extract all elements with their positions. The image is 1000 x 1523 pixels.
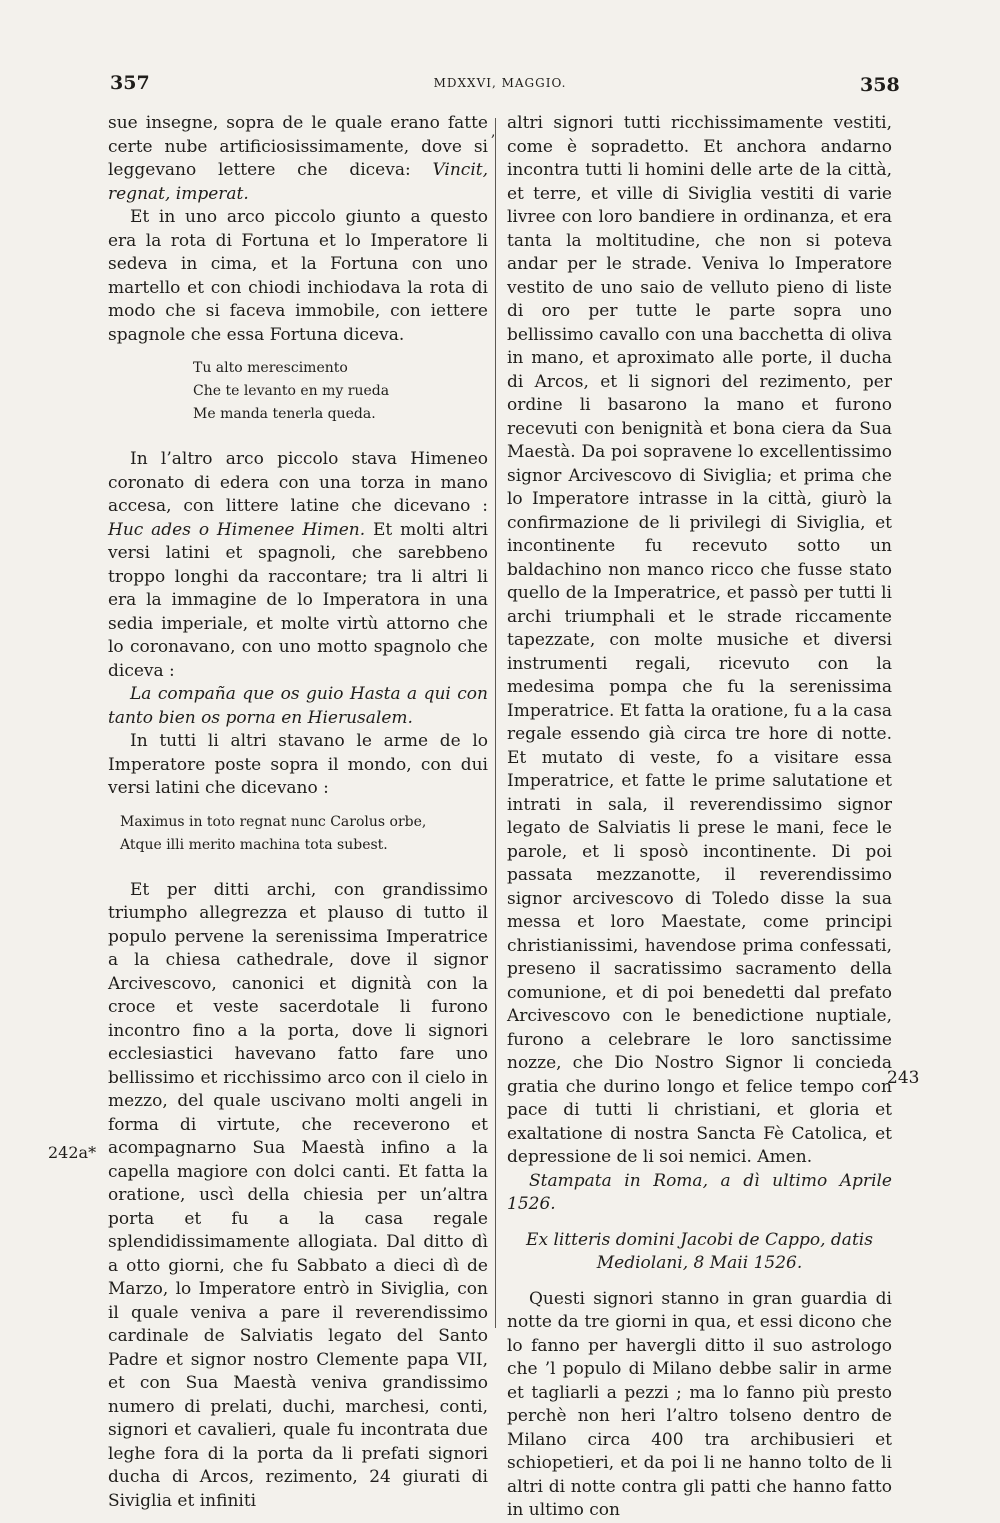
verse-line: Atque illi merito machina tota subest. [120,836,388,853]
left-column [108,112,488,1513]
margin-note-right: 243 [887,1068,920,1088]
paragraph: Et in uno arco piccolo giunto a questo era la rota di Fortuna et lo Imperatore li sedeva in cima, et la Fortuna con uno martello et con chiodi inchiodava la rota di modo che si faceva immobile, con iettere spagnole che essa Fortuna diceva. [108,207,488,345]
paragraph-text: sue insegne, sopra de le quale erano fatte certe nube artificiosissimamente, dove si leggevano lettere che diceva: [108,113,488,180]
verse-line: Me manda tenerla queda. [193,406,376,422]
page-number-right: 358 [860,74,900,96]
paragraph: In tutti li altri stavano le arme de lo Imperatore poste sopra il mondo, con dui versi latini che dicevano : [108,731,488,798]
divider-comma-mark: , [491,124,496,140]
italic-inscription: Vincit, regnat, imperat. [108,160,488,204]
paragraph-text: In l’altro arco piccolo stava Himeneo coronato di edera con una torza in mano accesa, con littere latine che dicevano : [108,449,488,516]
verse-line: Tu alto merescimento [193,360,348,376]
paragraph: altri signori tutti ricchissimamente vestiti, come è sopradetto. Et anchora andarno incontra tutti li homini delle arte de la città, et terre, et ville di Siviglia vestiti di varie livree con loro bandiere in ordinanza, et era tanta la moltitudine, che non si poteva andar per le strade. Veniva lo Imperatore vestito de uno saio de velluto pieno di liste di oro per tutte le parte sopra uno bellissimo cavallo con una bacchetta di oliva in mano, et aproximato alle porte, il ducha di Arcos, et li signori del rezimento, per ordine li basarono la mano et furono recevuti con benignità et bona ciera da Sua Maestà. Da poi sopravene lo excellentissimo signor Arcivescovo di Siviglia; et prima che lo Imperatore intrasse in la città, giurò la confirmazione de li privilegi di Siviglia, et incontinente fu recevuto sotto un baldachino non manco ricco che fusse stato quello de la Imperatrice, et passò per tutti li archi triumphali et le strade riccamente tapezzate, con molte musiche et diversi instrumenti regali, ricevuto con la medesima pompa che fu la serenissima Imperatrice. Et fatta la oratione, fu a la casa regale essendo già circa tre hore di notte. Et mutato di veste, fo a visitare essa Imperatrice, et fatte le prime salutatione et intrati in sala, il reverendissimo signor legato de Salviatis li prese le mani, fece le parole, et li sposò incontinente. Di poi passata mezzanotte, il reverendissimo signor arcivescovo di Toledo disse la sua messa et loro Maestate, come principi christianissimi, havendose prima confessati, preseno il sacratissimo sacramento della comunione, et di poi benedetti dal prefato Arcivescovo con le benedictione nuptiale, furono a celebrare le loro sanctissime nozze, che Dio Nostro Signor li concieda gratia che durino longo et felice tempo con pace di tutti li christiani, et gloria et exaltatione di nostra Sancta Fè Catolica, et depressione de li soi nemici. Amen. [507,113,892,1167]
colophon: Stampata in Roma, a dì ultimo Aprile 1526. [507,1170,892,1214]
page-number-left: 357 [110,72,150,94]
spanish-verse [108,357,488,426]
margin-note-left: 242a* [48,1143,97,1162]
spanish-motto: La compaña que os guio Hasta a qui con tanto bien os porna en Hierusalem. [108,684,488,728]
right-column [507,112,892,1523]
verse-line: Che te levanto en my rueda [193,383,390,399]
column-divider [495,118,496,1328]
page-header [0,72,1000,102]
paragraph [108,448,488,683]
italic-inscription: Huc ades o Himenee Himen. [108,519,366,540]
paragraph [108,112,488,206]
paragraph: Questi signori stanno in gran guardia di notte da tre giorni in qua, et essi dicono che lo fanno per havergli ditto il suo astrologo che ’l populo di Milano debbe salir in arme et tagliarli a pezzi ; ma lo fanno più presto perchè non heri l’altro tolseno dentro de Milano circa 400 tra archibusieri et schiopetieri, et da poi li ne hanno tolto de li altri di notte contra gli patti che hanno fatto in ultimo con [507,1288,892,1520]
latin-verse [108,811,488,857]
paragraph-text: Et molti altri versi latini et spagnoli, che sarebbeno troppo longhi da raccontare; tra li altri li era la immagine de lo Imperatora in una sedia imperiale, et molte virtù attorno che lo coronavano, con uno motto spagnolo che diceva : [108,519,488,681]
running-title: MDXXVI, MAGGIO. [433,76,567,90]
section-heading: Ex litteris domini Jacobi de Cappo, datis Mediolani, 8 Maii 1526. [526,1229,873,1273]
verse-line: Maximus in toto regnat nunc Carolus orbe, [120,813,427,830]
paragraph: Et per ditti archi, con grandissimo triumpho allegrezza et plauso di tutto il populo pervene la serenissima Imperatrice a la chiesa cathedrale, dove il signor Arcivescovo, canonici et dignità con la croce et veste sacerdotale li furono incontro fino a la porta, dove li signori ecclesiastici havevano fatto fare uno bellissimo et ricchissimo arco con il cielo in mezzo, del quale uscivano molti angeli in forma di virtute, che receverono et acompagnarno Sua Maestà infino a la capella magiore con dolci canti. Et fatta la oratione, uscì della chiesia per un’altra porta et fu a la casa regale splendidissimamente allogiata. Dal ditto dì a otto giorni, che fu Sabbato a dieci dì de Marzo, lo Imperatore entrò in Siviglia, con il quale veniva a pare il reverendissimo cardinale de Salviatis legato del Santo Padre et signor nostro Clemente papa VII, et con Sua Maestà veniva grandissimo numero di prelati, duchi, marchesi, conti, signori et cavalieri, quale fu incontrata due leghe fora di la porta da li prefati signori ducha di Arcos, rezimento, 24 giurati di Siviglia et infiniti [108,879,488,1511]
